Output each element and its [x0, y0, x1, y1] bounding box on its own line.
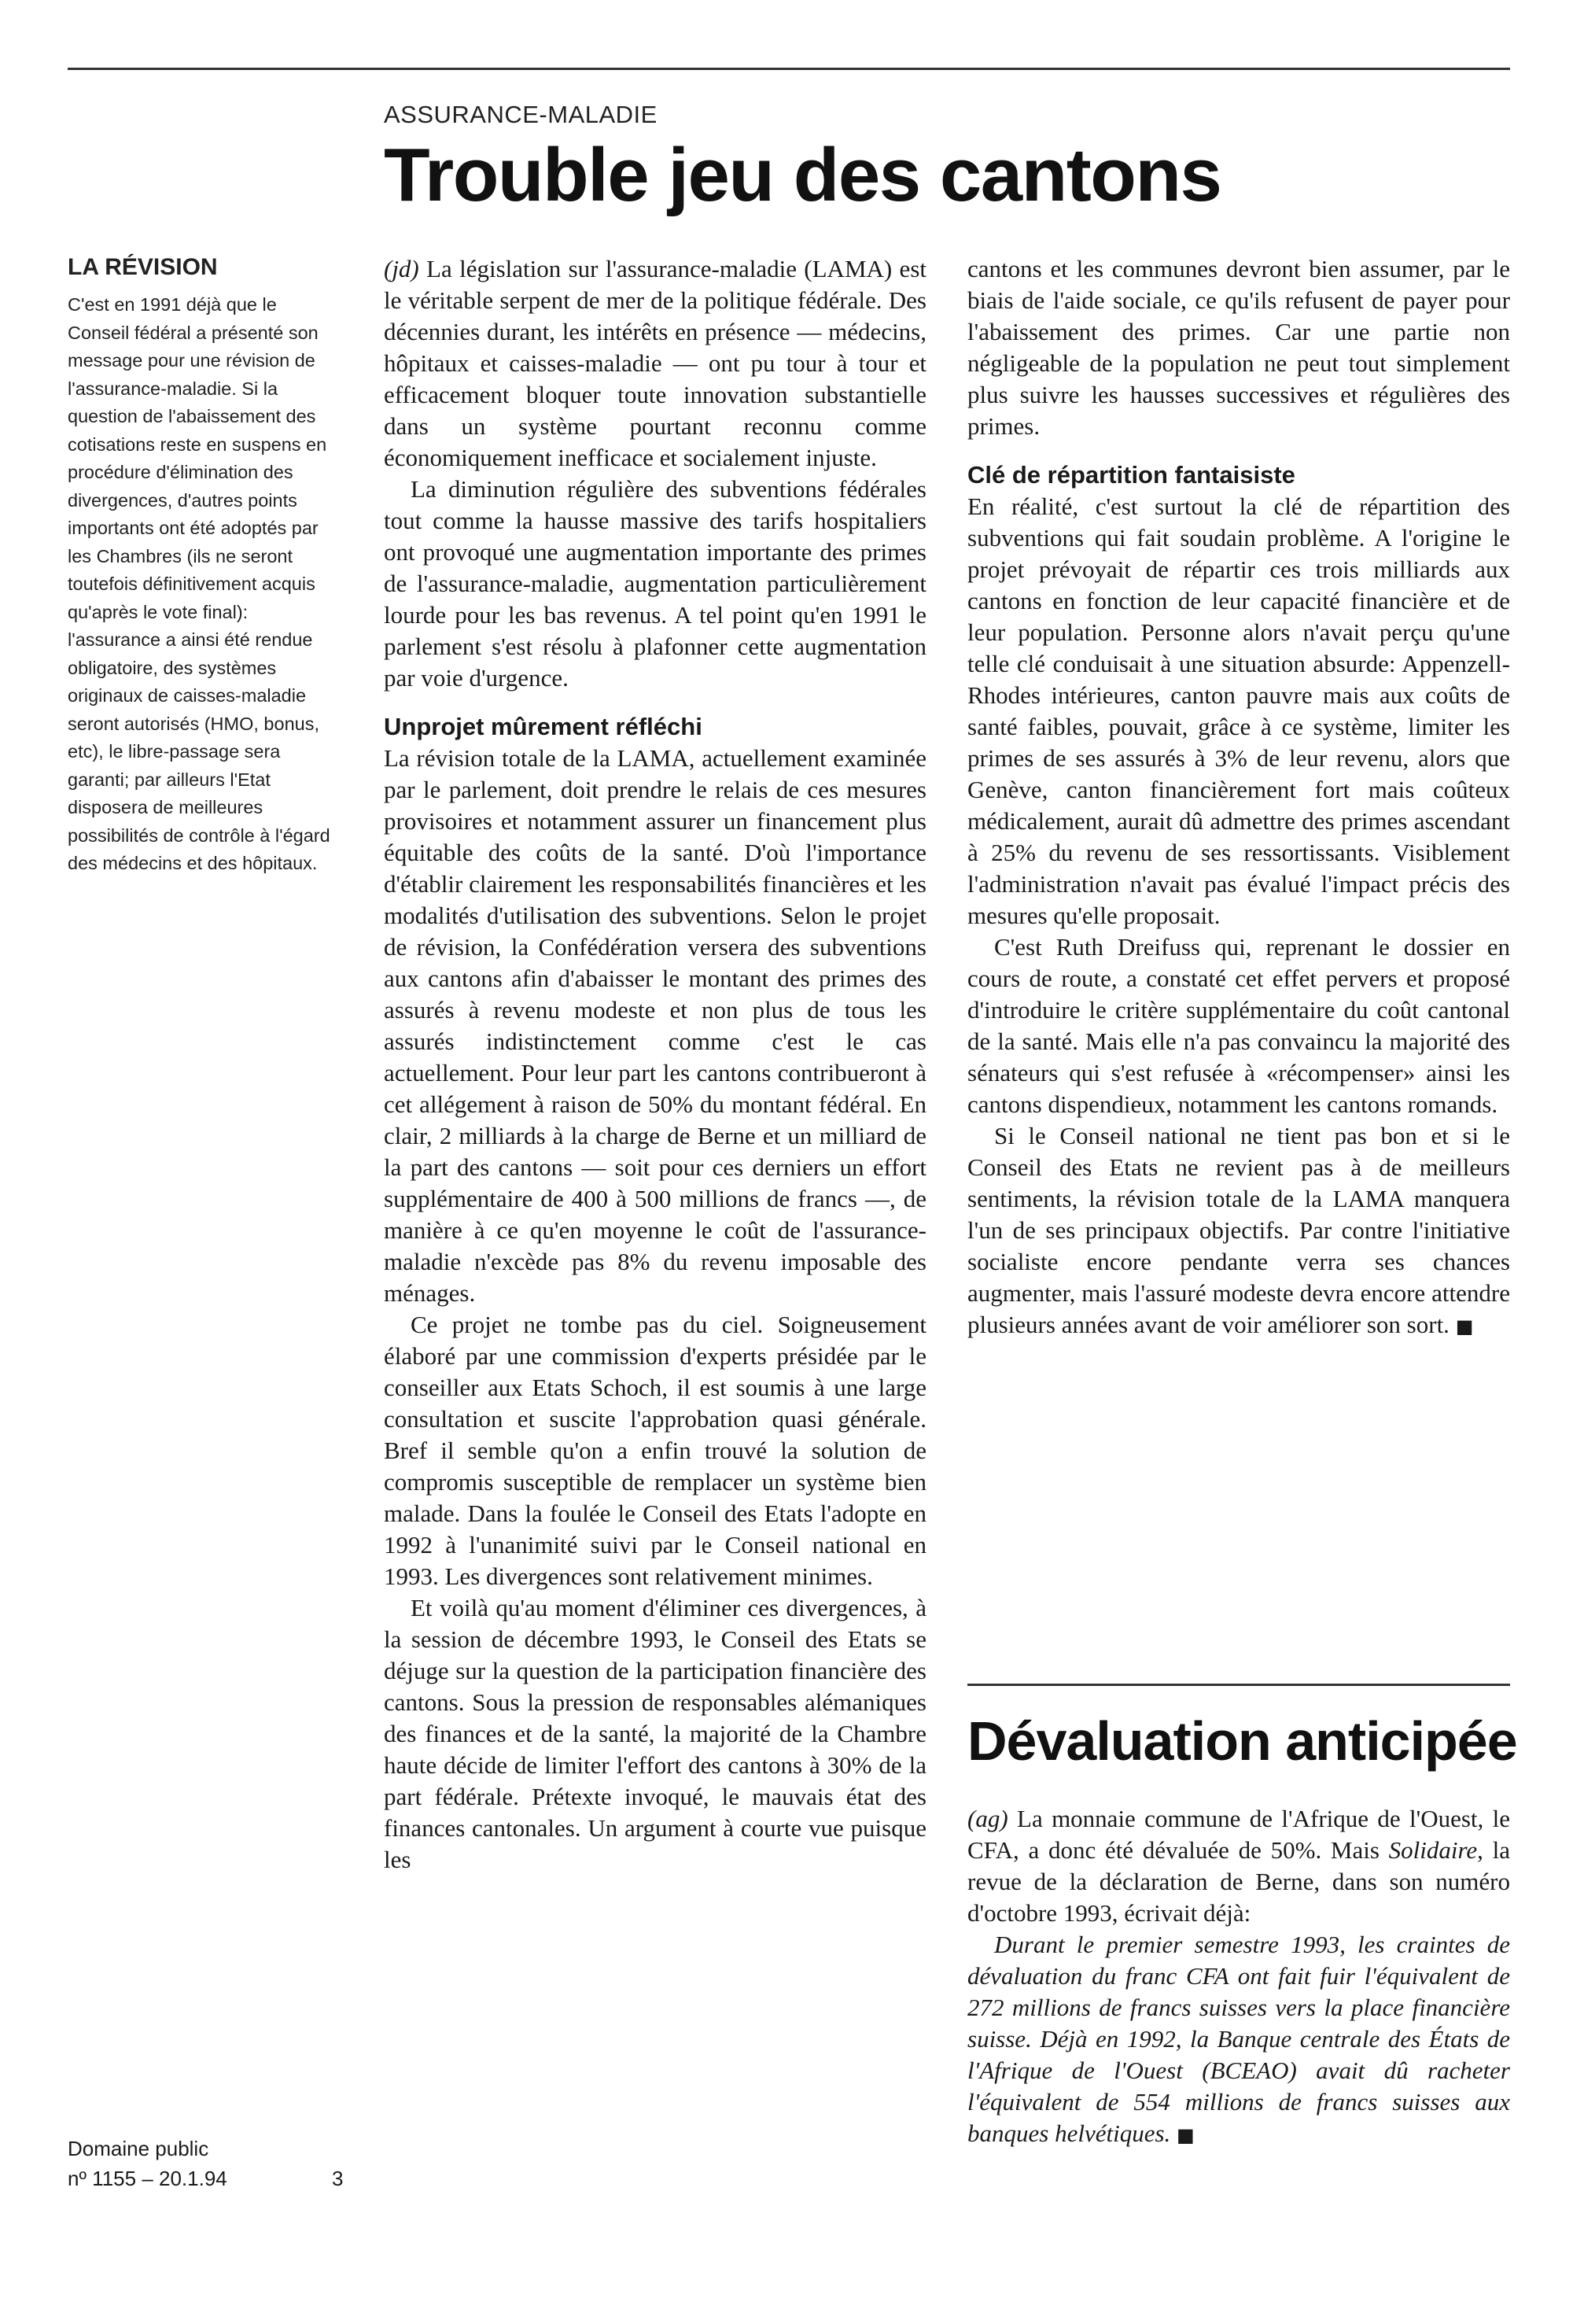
paragraph [384, 253, 926, 474]
paragraph-text: La législation sur l'assurance-maladie (LAMA) est le véritable serpent de mer de la politique fédérale. Des décennies durant, les intérêts en présence — médecins, hôpitaux et caisses-maladie — ont pu tour à tour et efficacement bloquer toute innovation substantielle dans un système pourtant reconnu comme économiquement inefficace et socialement injuste. [384, 255, 926, 471]
sidebar-box [68, 252, 343, 878]
article-column-2 [967, 253, 1510, 1342]
paragraph-text: La monnaie commune de l'Afrique de l'Ouest, le CFA, a donc été dévaluée de 50%. Mais [967, 1805, 1510, 1864]
paragraph: Ce projet ne tombe pas du ciel. Soigneusement élaboré par une commission d'experts présidée par le conseiller aux Etats Schoch, il est soumis à une large consultation et suscite l'approbation quasi générale. Bref il semble qu'on a enfin trouvé la solution de compromis susceptible de remplacer un système bien malade. Dans la foulée le Conseil des Etats l'adopte en 1992 à l'unanimité suivi par le Conseil national en 1993. Les divergences sont relativement minimes. [384, 1311, 926, 1590]
quotation [967, 1929, 1510, 2151]
sidebar-text: C'est en 1991 déjà que le Conseil fédéral a présenté son message pour une révision de l'assurance-maladie. Si la question de l'abaissement des cotisations reste en suspens en procédure d'élimination des divergences, d'autres points importants ont été adoptés par les Chambres (ils ne seront toutefois définitivement acquis qu'après le vote final): l'assurance a ainsi été rendue obligatoire, des systèmes originaux de caisses-maladie seront autorisés (HMO, bonus, etc), le libre-passage sera garanti; par ailleurs l'Etat disposera de meilleures possibilités de contrôle à l'égard des médecins et des hôpitaux. [68, 294, 330, 873]
page-footer [68, 2134, 351, 2193]
paragraph: La révision totale de la LAMA, actuellement examinée par le parlement, doit prendre le relais de ces mesures provisoires et notamment assurer un financement plus équitable des coûts de la santé. D'où l'importance d'établir clairement les responsabilités financières et les modalités d'utilisation des subventions. Selon le projet de révision, la Confédération versera des subventions aux cantons afin d'abaisser le montant des primes des assurés à revenu modeste et non plus de tous les assurés indistinctement comme c'est le cas actuellement. Pour leur part les cantons contribueront à cet allégement à raison de 50% du montant fédéral. En clair, 2 milliards à la charge de Berne et un milliard de la part des cantons — soit pour ces derniers un effort supplémentaire de 400 à 500 millions de francs —, de manière à ce qu'en moyenne le coût de l'assurance-maladie n'excède pas 8% du revenu imposable des ménages. [384, 744, 926, 1307]
top-rule [68, 68, 1510, 70]
paragraph-text: , la revue de la déclaration de Berne, dans son numéro d'octobre 1993, écrivait déjà: [967, 1836, 1510, 1927]
section-kicker: ASSURANCE-MALADIE [384, 101, 658, 128]
paragraph: Et voilà qu'au moment d'éliminer ces divergences, à la session de décembre 1993, le Conseil des Etats se déjuge sur la question de la participation financière des cantons. Sous la pression de responsables alémaniques des finances et de la santé, la majorité de la Chambre haute décide de limiter l'effort des cantons à 30% de la part fédérale. Prétexte invoqué, le mauvais état des finances cantonales. Un argument à courte vue puisque les [384, 1594, 926, 1873]
quotation-text: Durant le premier semestre 1993, les craintes de dévaluation du franc CFA ont fait fuir l'équivalent de 272 millions de francs suisses vers la place financière suisse. Déjà en 1992, la Banque centrale des États de l'Afrique de l'Ouest (BCEAO) avait dû racheter l'équivalent de 554 millions de francs suisses aux banques helvétiques. [967, 1931, 1510, 2147]
end-mark-icon: ■ [1177, 2124, 1195, 2146]
author-tag: (jd) [384, 255, 419, 282]
article2-body [967, 1803, 1510, 2151]
paragraph: La diminution régulière des subventions fédérales tout comme la hausse massive des tarifs hospitaliers ont provoqué une augmentation importante des primes de l'assurance-maladie, augmentation particulièrement lourde pour les bas revenus. A tel point qu'en 1991 le parlement s'est résolu à plafonner cette augmentation par voie d'urgence. [384, 475, 926, 692]
paragraph [967, 1120, 1510, 1342]
paragraph-text: Si le Conseil national ne tient pas bon et si le Conseil des Etats ne revient pas à de meilleurs sentiments, la révision totale de la LAMA manquera l'un de ses principaux objectifs. Par contre l'initiative socialiste encore pendante verra ses chances augmenter, mais l'assuré modeste devra encore attendre plusieurs années avant de voir améliorer son sort. [967, 1122, 1510, 1338]
end-mark-icon: ■ [1455, 1315, 1474, 1337]
article-title: Trouble jeu des cantons [384, 133, 1221, 217]
publication-name: Domaine public [68, 2137, 209, 2160]
article2-title: Dévaluation anticipée [967, 1710, 1517, 1772]
subheading: Unprojet mûrement réfléchi [384, 713, 702, 740]
article-separator-rule [967, 1684, 1510, 1686]
article-column-1 [384, 253, 926, 1876]
page-number: 3 [332, 2167, 344, 2190]
paragraph: En réalité, c'est surtout la clé de répartition des subventions qui fait soudain problème. A l'origine le projet prévoyait de répartir ces trois milliards aux cantons en fonction de leur capacité financière et de leur population. Personne alors n'avait perçu qu'une telle clé conduisait à une situation absurde: Appenzell-Rhodes intérieures, canton pauvre mais aux coûts de santé faibles, pouvait, grâce à ce système, limiter les primes de ses assurés à 3% de leur revenu, alors que Genève, canton financièrement fort mais coûteux médicalement, aurait dû admettre des primes ascendant à 25% du revenu de ses ressortissants. Visiblement l'administration n'avait pas évalué l'impact précis des mesures qu'elle proposait. [967, 492, 1510, 929]
sidebar-title: LA RÉVISION [68, 254, 218, 280]
paragraph: cantons et les communes devront bien assumer, par le biais de l'aide sociale, ce qu'ils refusent de payer pour l'abaissement des primes. Car une partie non négligeable de la population ne peut tout simplement plus suivre les hausses successives et régulières des primes. [967, 255, 1510, 440]
paragraph: C'est Ruth Dreifuss qui, reprenant le dossier en cours de route, a constaté cet effet pervers et proposé d'introduire le critère supplémentaire du coût cantonal de la santé. Mais elle n'a pas convaincu la majorité des sénateurs qui s'est refusée à «récompenser» ainsi les cantons dispendieux, notamment les cantons romands. [967, 933, 1510, 1118]
publication-name: Solidaire [1388, 1836, 1478, 1864]
subheading: Clé de répartition fantaisiste [967, 461, 1295, 489]
author-tag: (ag) [967, 1805, 1008, 1832]
paragraph [967, 1803, 1510, 1929]
issue-number: nº 1155 – 20.1.94 [68, 2167, 227, 2190]
